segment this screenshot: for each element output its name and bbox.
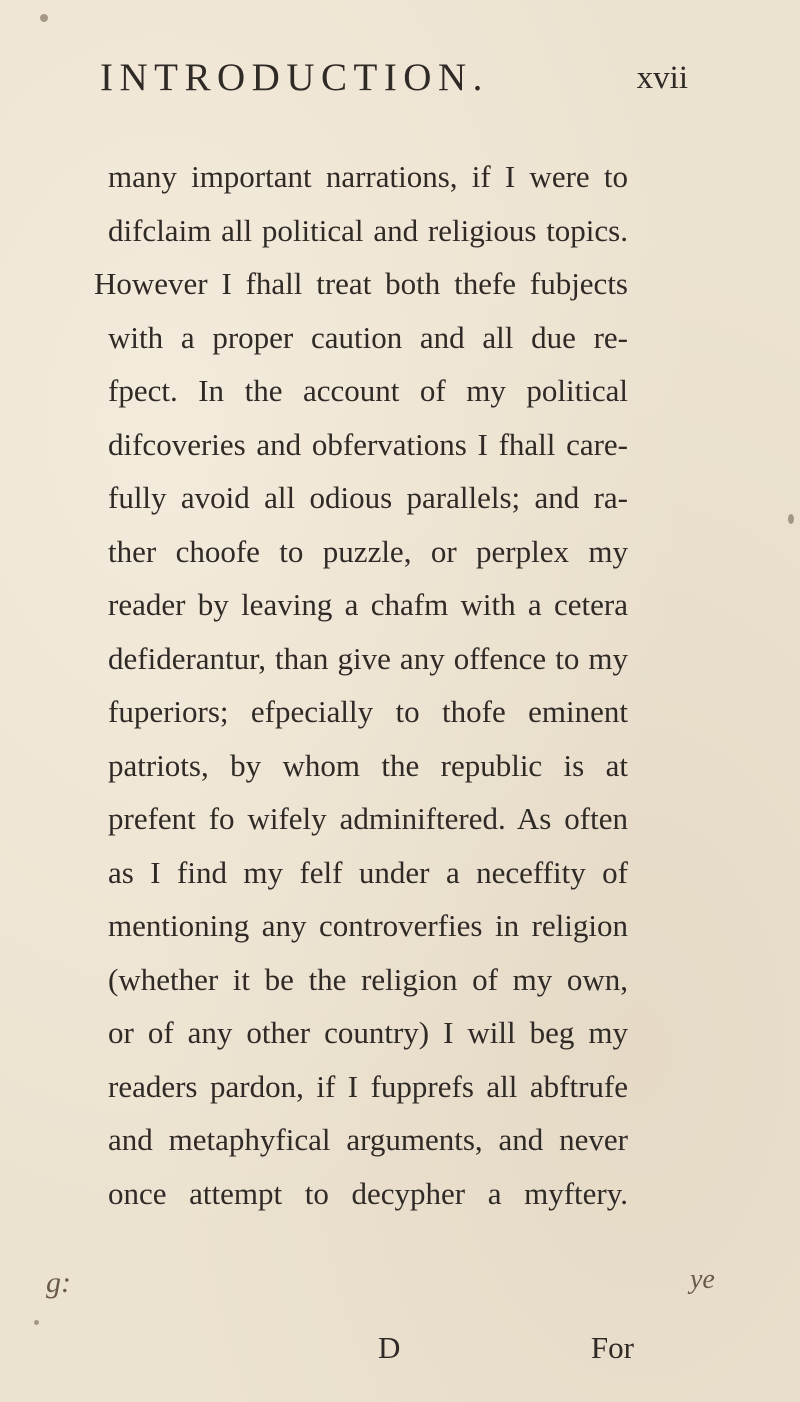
- paper-speck: [34, 1320, 39, 1325]
- page-footer: [108, 1330, 634, 1380]
- text-line: many important narrations, if I were to: [108, 159, 628, 194]
- text-line: ther choofe to puzzle, or perplex my: [108, 533, 628, 569]
- body-text: [94, 150, 628, 1220]
- text-line: as I find my felf under a neceffity of: [108, 854, 628, 890]
- margin-annotation-right: ye: [690, 1264, 715, 1295]
- text-line: fully avoid all odious parallels; and ra-: [108, 480, 628, 515]
- running-head: [100, 48, 688, 108]
- paper-speck: [788, 514, 794, 524]
- text-line: However I fhall treat both thefe fubjects: [94, 266, 628, 301]
- text-line: patriots, by whom the republic is at: [108, 747, 628, 783]
- text-line: reader by leaving a chafm with a cetera: [108, 587, 628, 622]
- text-line: readers pardon, if I fupprefs all abftrufe: [108, 1068, 628, 1104]
- text-line: fuperiors; efpecially to thofe eminent: [108, 694, 628, 729]
- text-line: difcoveries and obfervations I fhall care-: [108, 426, 628, 462]
- running-title: INTRODUCTION.: [100, 56, 489, 99]
- paper-speck: [40, 14, 48, 22]
- page-number: xvii: [636, 60, 688, 96]
- text-line: difclaim all political and religious topics.: [108, 212, 628, 248]
- catchword: For: [590, 1330, 634, 1365]
- text-line: defiderantur, than give any offence to my: [108, 640, 628, 676]
- text-line: fpect. In the account of my political: [108, 373, 628, 408]
- text-line: once attempt to decypher a myftery.: [108, 1175, 628, 1211]
- signature-mark: D: [378, 1330, 401, 1365]
- text-line: mentioning any controverfies in religion: [108, 908, 628, 943]
- text-line: and metaphyfical arguments, and never: [108, 1122, 628, 1157]
- text-line: (whether it be the religion of my own,: [108, 961, 628, 997]
- text-line: or of any other country) I will beg my: [108, 1015, 628, 1050]
- text-line: prefent fo wifely adminiftered. As often: [108, 801, 628, 836]
- text-line: with a proper caution and all due re-: [108, 319, 628, 355]
- margin-annotation-left: g:: [46, 1266, 71, 1299]
